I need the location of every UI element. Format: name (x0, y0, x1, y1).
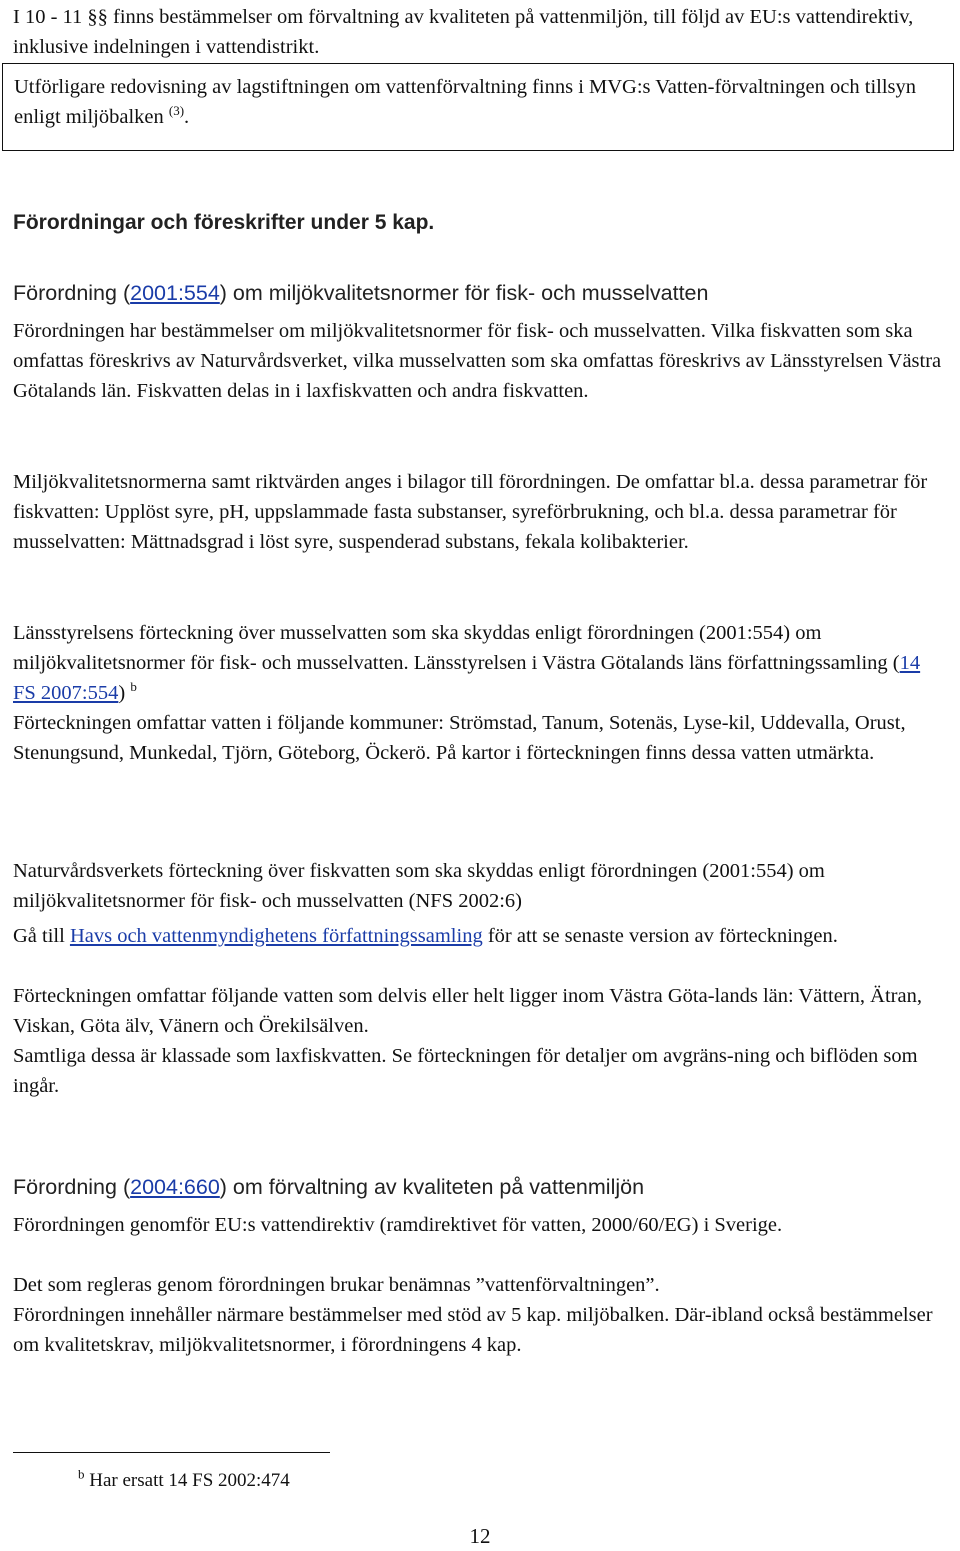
lst-fs-link[interactable]: 14 FS 2007:554 (13, 652, 921, 704)
info-box (2, 63, 954, 151)
regulation-link-2001-554[interactable]: 2001:554 (130, 281, 220, 305)
footnote-divider (13, 1452, 330, 1453)
regulation-link-2004-660[interactable]: 2004:660 (130, 1175, 220, 1199)
intro-paragraph: I 10 - 11 §§ finns bestämmelser om förvaltning av kvaliteten på vattenmiljön, till följd av EU:s vattendirektiv, inklusive indelningen i vattendistrikt. (13, 6, 914, 58)
naturvardsverket-list-title: Naturvårdsverkets förteckning över fiskvatten som ska skyddas enligt förordningen (2001:554) om miljökvalitetsnormer för fisk- och musselvatten (NFS 2002:6) (13, 860, 825, 912)
regulation-2004-660-paragraph-1: Förordningen genomför EU:s vattendirektiv (ramdirektivet för vatten, 2000/60/EG) i Sverige. (13, 1214, 783, 1236)
regulation-heading-2004-660: Förordning (2004:660) om förvaltning av kvaliteten på vattenmiljön (13, 1175, 645, 1199)
regulation-2004-660-paragraph-2: Det som regleras genom förordningen brukar benämnas ”vattenförvaltningen”. (13, 1274, 660, 1296)
footnote (78, 1466, 290, 1496)
page-number: 12 (469, 1524, 491, 1548)
lansstyrelsen-list-body: Förteckningen omfattar vatten i följande kommuner: Strömstad, Tanum, Sotenäs, Lyse-kil, Uddevalla, Orust, Stenungsund, Munkedal, Tjörn, Göteborg, Öckerö. På kartor i förteckningen finns dessa vatten utmärkta. (13, 712, 906, 764)
regulation-2001-554-paragraph-1: Förordningen har bestämmelser om miljökvalitetsnormer för fisk- och musselvatten. Vilka fiskvatten som ska omfattas föreskrivs av Naturvårdsverket, vilka musselvatten som ska omfattas föreskrivs av Länsstyrelsen Västra Götalands län. Fiskvatten delas in i laxfiskvatten och andra fiskvatten. (13, 320, 942, 402)
naturvardsverket-list-body-1: Förteckningen omfattar följande vatten som delvis eller helt ligger inom Västra Göta-lands län: Vättern, Ätran, Viskan, Göta älv, Vänern och Örekilsälven. (13, 985, 922, 1037)
reference-marker: (3) (168, 103, 185, 119)
naturvardsverket-list-body-2: Samtliga dessa är klassade som laxfiskvatten. Se förteckningen för detaljer om avgräns-ning och biflöden som ingår. (13, 1045, 918, 1097)
footnote-text: Har ersatt 14 FS 2002:474 (89, 1470, 290, 1491)
lansstyrelsen-list-title: Länsstyrelsens förteckning över musselvatten som ska skyddas enligt förordningen (2001:554) om miljökvalitetsnormer för fisk- och musselvatten. Länsstyrelsen i Västra Götalands läns författningssamling (14 FS 2007:554) $^b$ (13, 622, 921, 704)
section-heading: Förordningar och föreskrifter under 5 kap. (13, 211, 435, 234)
regulation-2001-554-paragraph-2: Miljökvalitetsnormerna samt riktvärden anges i bilagor till förordningen. De omfattar bl.a. dessa parametrar för fiskvatten: Upplöst syre, pH, uppslammade fasta substanser, syreförbrukning, och bl.a. dessa parametrar för musselvatten: Mättnadsgrad i löst syre, suspenderad substans, fekala kolibakterier. (13, 471, 928, 553)
info-box-body: Utförligare redovisning av lagstiftningen om vattenförvaltning finns i MVG:s Vatten-förvaltningen och tillsyn enligt miljöbalken (14, 76, 917, 128)
regulation-2004-660-paragraph-3: Förordningen innehåller närmare bestämmelser med stöd av 5 kap. miljöbalken. Där-ibland också bestämmelser om kvalitetskrav, miljökvalitetsnormer, i förordningens 4 kap. (13, 1304, 933, 1356)
footnote-ref-b[interactable]: b (130, 679, 137, 695)
hav-forfattningssamling-link[interactable]: Havs och vattenmyndighetens författningssamling (69, 925, 483, 947)
info-box-text: Utförligare redovisning av lagstiftningen om vattenförvaltning finns i MVG:s Vatten-förvaltningen och tillsyn enligt miljöbalken $^{(3)}$. (14, 76, 917, 128)
regulation-heading-2001-554: Förordning (2001:554) om miljökvalitetsnormer för fisk- och musselvatten (13, 281, 709, 305)
footnote-mark: b (78, 1466, 85, 1482)
goto-paragraph: Gå till Havs och vattenmyndighetens författningssamling för att se senaste version av förteckningen. (13, 925, 838, 947)
